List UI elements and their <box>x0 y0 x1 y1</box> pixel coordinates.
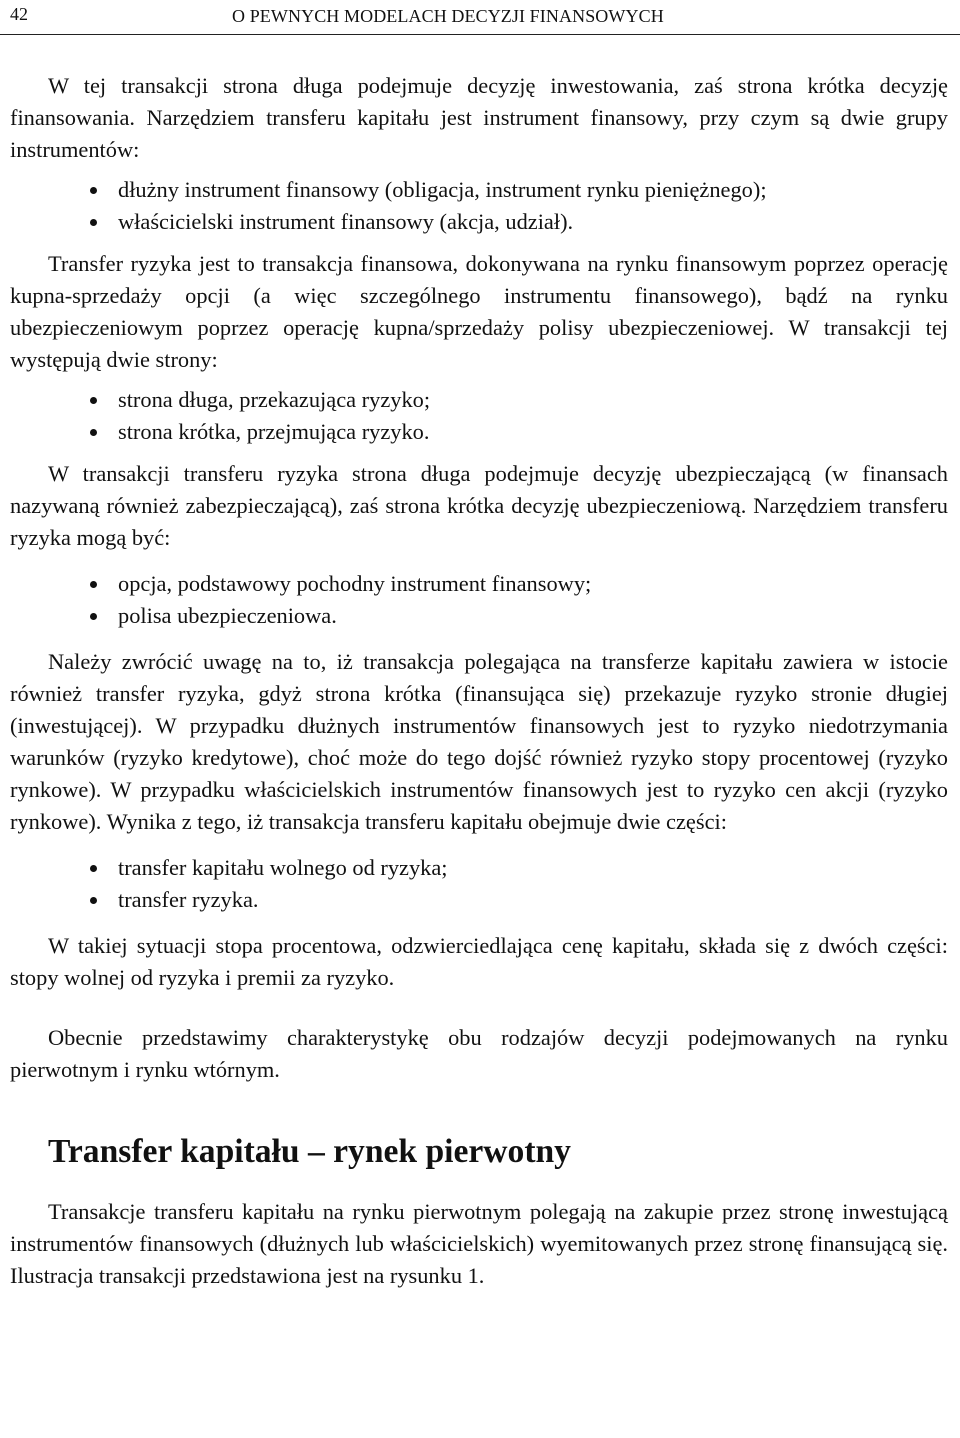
list-item-text: właścicielski instrument finansowy (akcja, udział). <box>118 209 574 234</box>
page-body <box>10 70 948 1292</box>
list-item <box>10 568 948 600</box>
list-item <box>10 884 948 916</box>
list-item-text: transfer ryzyka. <box>118 887 259 912</box>
list-item-text: strona krótka, przejmująca ryzyko. <box>118 419 430 444</box>
list-item <box>10 174 948 206</box>
paragraph-long-short-decision: W tej transakcji strona długa podejmuje decyzję inwestowania, zaś strona krótka decyzję finansowania. Narzędziem transferu kapitału jest instrument finansowy, przy czym są dwie grupy instrumentów: <box>10 73 948 162</box>
paragraph-interest-rate: W takiej sytuacji stopa procentowa, odzwierciedlająca cenę kapitału, składa się z dwóch części: stopy wolnej od ryzyka i premii za ryzyko. <box>10 933 948 990</box>
transfer-parts-list <box>10 852 948 916</box>
risk-parties-list <box>10 384 948 448</box>
paragraph-overview: Obecnie przedstawimy charakterystykę obu rodzajów decyzji podejmowanych na rynku pierwotnym i rynku wtórnym. <box>10 1025 948 1082</box>
list-item-text: dłużny instrument finansowy (obligacja, instrument rynku pieniężnego); <box>118 177 767 202</box>
bullet-icon <box>90 187 97 194</box>
list-item-text: opcja, podstawowy pochodny instrument finansowy; <box>118 571 592 596</box>
paragraph-primary-market: Transakcje transferu kapitału na rynku pierwotnym polegają na zakupie przez stronę inwestującą instrumentów finansowych (dłużnych lub właścicielskich) wyemitowanych przez stronę finansującą się. Ilustracja transakcji przedstawiona jest na rysunku 1. <box>10 1199 948 1288</box>
capital-instrument-list <box>10 174 948 238</box>
list-item <box>10 384 948 416</box>
bullet-icon <box>90 397 97 404</box>
bullet-icon <box>90 897 97 904</box>
list-item <box>10 600 948 632</box>
list-item-text: strona długa, przekazująca ryzyko; <box>118 387 431 412</box>
running-title: O PEWNYCH MODELACH DECYZJI FINANSOWYCH <box>232 6 664 26</box>
paragraph-risk-transfer: Transfer ryzyka jest to transakcja finansowa, dokonywana na rynku finansowym poprzez operację kupna-sprzedaży opcji (a więc szczególnego instrumentu finansowego), bądź na rynku ubezpieczeniowym poprzez operację kupna/​sprzedaży polisy ubezpieczeniowej. W transakcji tej występują dwie strony: <box>10 251 948 372</box>
bullet-icon <box>90 219 97 226</box>
list-item <box>10 416 948 448</box>
risk-tool-list <box>10 568 948 632</box>
bullet-icon <box>90 581 97 588</box>
list-item-text: polisa ubezpieczeniowa. <box>118 603 337 628</box>
page-number: 42 <box>10 4 28 24</box>
list-item <box>10 206 948 238</box>
paragraph-risk-decision: W transakcji transferu ryzyka strona długa podejmuje decyzję ubezpieczającą (w finansach nazywaną również zabezpieczającą), zaś strona krótka decyzję ubezpieczeniową. Narzędziem transferu ryzyka mogą być: <box>10 461 948 550</box>
paragraph-capital-and-risk: Należy zwrócić uwagę na to, iż transakcja polegająca na transferze kapitału zawiera w istocie również transfer ryzyka, gdyż strona krótka (finansująca się) przekazuje ryzyko stronie długiej (inwestującej). W przypadku dłużnych instrumentów finansowych jest to ryzyko niedotrzymania warunków (ryzyko kredytowe), choć może do tego dojść również ryzyko stopy procentowej (ryzyko rynkowe). W przypadku właścicielskich instrumentów finansowych jest to ryzyko cen akcji (ryzyko rynkowe). Wynika z tego, iż transakcja transferu kapitału obejmuje dwie części: <box>10 649 948 834</box>
section-heading: Transfer kapitału – rynek pierwotny <box>48 1133 571 1170</box>
bullet-icon <box>90 613 97 620</box>
bullet-icon <box>90 865 97 872</box>
list-item <box>10 852 948 884</box>
page-header <box>0 0 960 35</box>
bullet-icon <box>90 429 97 436</box>
list-item-text: transfer kapitału wolnego od ryzyka; <box>118 855 448 880</box>
